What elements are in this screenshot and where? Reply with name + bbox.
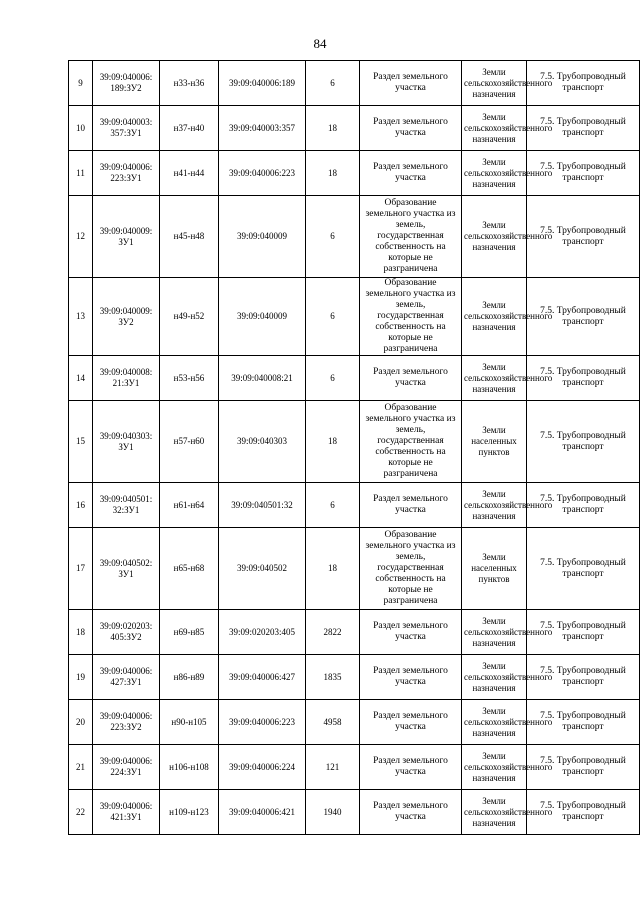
row-number-cell: 10	[69, 106, 93, 151]
land-category-cell: Земли сельскохозяйственного назначения	[462, 196, 527, 278]
land-category-cell: Земли сельскохозяйственного назначения	[462, 356, 527, 401]
row-number-cell: 19	[69, 655, 93, 700]
cadastral-number-cell: 39:09:040501:32	[219, 483, 306, 528]
plot-designation-cell	[93, 483, 160, 528]
row-number-cell: 20	[69, 700, 93, 745]
table-row	[69, 790, 640, 835]
area-cell: 6	[306, 278, 360, 356]
table-row	[69, 196, 640, 278]
area-cell: 6	[306, 196, 360, 278]
row-number-cell: 22	[69, 790, 93, 835]
plot-designation-part: 39:09:040006:	[99, 801, 153, 811]
permitted-use-cell: 7.5. Трубопроводный транспорт	[527, 745, 640, 790]
plot-designation-part: 21:ЗУ1	[112, 378, 140, 388]
plot-designation-cell	[93, 61, 160, 106]
table-body	[69, 61, 640, 835]
cadastral-number-cell: 39:09:040006:223	[219, 151, 306, 196]
land-category-cell: Земли сельскохозяйственного назначения	[462, 790, 527, 835]
points-cell: н109-н123	[160, 790, 219, 835]
area-cell: 18	[306, 151, 360, 196]
table-row	[69, 151, 640, 196]
formation-method-cell: Раздел земельного участка	[360, 483, 462, 528]
formation-method-cell: Образование земельного участка из земель, государственная собственность на которые не разграничена	[360, 278, 462, 356]
plot-designation-cell	[93, 610, 160, 655]
plot-designation-cell	[93, 745, 160, 790]
plot-designation-cell	[93, 151, 160, 196]
land-category-cell: Земли сельскохозяйственного назначения	[462, 745, 527, 790]
plot-designation-part: 39:09:040006:	[99, 162, 153, 172]
area-cell: 121	[306, 745, 360, 790]
land-category-cell: Земли сельскохозяйственного назначения	[462, 106, 527, 151]
land-category-cell: Земли сельскохозяйственного назначения	[462, 61, 527, 106]
area-cell: 18	[306, 106, 360, 151]
plot-designation-part: 39:09:040501:	[99, 494, 153, 504]
plot-designation-cell	[93, 278, 160, 356]
plot-designation-part: ЗУ1	[118, 568, 134, 579]
plot-designation-part: 39:09:040003:	[99, 117, 153, 127]
plot-designation-part: 405:ЗУ2	[110, 632, 142, 642]
table-row	[69, 61, 640, 106]
page-number: 84	[313, 36, 327, 51]
row-number-cell: 14	[69, 356, 93, 401]
plot-designation-part: 39:09:040303:	[99, 430, 153, 441]
permitted-use-cell: 7.5. Трубопроводный транспорт	[527, 278, 640, 356]
table-row	[69, 401, 640, 483]
points-cell: н61-н64	[160, 483, 219, 528]
plot-designation-part: 421:ЗУ1	[110, 812, 142, 822]
plot-designation-part: 39:09:040009:	[99, 225, 153, 236]
plot-designation-part: ЗУ1	[118, 441, 134, 452]
plot-designation-part: 223:ЗУ2	[110, 722, 142, 732]
formation-method-cell: Образование земельного участка из земель, государственная собственность на которые не разграничена	[360, 401, 462, 483]
plot-designation-cell	[93, 790, 160, 835]
area-cell: 18	[306, 401, 360, 483]
row-number-cell: 15	[69, 401, 93, 483]
formation-method-cell: Раздел земельного участка	[360, 655, 462, 700]
points-cell: н37-н40	[160, 106, 219, 151]
points-cell: н86-н89	[160, 655, 219, 700]
permitted-use-cell: 7.5. Трубопроводный транспорт	[527, 610, 640, 655]
formation-method-cell: Образование земельного участка из земель, государственная собственность на которые не разграничена	[360, 196, 462, 278]
plot-designation-cell	[93, 196, 160, 278]
permitted-use-cell: 7.5. Трубопроводный транспорт	[527, 790, 640, 835]
plot-designation-part: ЗУ2	[118, 316, 134, 327]
table-row	[69, 106, 640, 151]
area-cell: 4958	[306, 700, 360, 745]
area-cell: 1940	[306, 790, 360, 835]
table-row	[69, 278, 640, 356]
formation-method-cell: Раздел земельного участка	[360, 700, 462, 745]
plot-designation-cell	[93, 655, 160, 700]
row-number-cell: 13	[69, 278, 93, 356]
permitted-use-cell: 7.5. Трубопроводный транспорт	[527, 356, 640, 401]
points-cell: н49-н52	[160, 278, 219, 356]
plot-designation-part: 39:09:020203:	[99, 621, 153, 631]
plot-designation-cell	[93, 106, 160, 151]
cadastral-number-cell: 39:09:040006:427	[219, 655, 306, 700]
points-cell: н53-н56	[160, 356, 219, 401]
cadastral-number-cell: 39:09:040006:421	[219, 790, 306, 835]
plot-designation-part: 39:09:040006:	[99, 72, 153, 82]
plot-designation-part: 39:09:040006:	[99, 666, 153, 676]
plot-designation-part: ЗУ1	[118, 236, 134, 247]
table-row	[69, 745, 640, 790]
plot-designation-cell	[93, 356, 160, 401]
formation-method-cell: Раздел земельного участка	[360, 106, 462, 151]
plot-designation-part: 32:ЗУ1	[112, 505, 140, 515]
points-cell: н41-н44	[160, 151, 219, 196]
formation-method-cell: Образование земельного участка из земель, государственная собственность на которые не разграничена	[360, 528, 462, 610]
cadastral-number-cell: 39:09:040303	[219, 401, 306, 483]
points-cell: н57-н60	[160, 401, 219, 483]
area-cell: 6	[306, 356, 360, 401]
cadastral-number-cell: 39:09:040006:189	[219, 61, 306, 106]
permitted-use-cell: 7.5. Трубопроводный транспорт	[527, 401, 640, 483]
plot-designation-part: 223:ЗУ1	[110, 173, 142, 183]
cadastral-number-cell: 39:09:040009	[219, 278, 306, 356]
plot-designation-part: 357:ЗУ1	[110, 128, 142, 138]
permitted-use-cell: 7.5. Трубопроводный транспорт	[527, 483, 640, 528]
land-category-cell: Земли сельскохозяйственного назначения	[462, 700, 527, 745]
table-row	[69, 483, 640, 528]
row-number-cell: 18	[69, 610, 93, 655]
area-cell: 6	[306, 483, 360, 528]
permitted-use-cell: 7.5. Трубопроводный транспорт	[527, 106, 640, 151]
area-cell: 1835	[306, 655, 360, 700]
table-row	[69, 610, 640, 655]
plot-designation-part: 427:ЗУ1	[110, 677, 142, 687]
land-category-cell: Земли сельскохозяйственного назначения	[462, 655, 527, 700]
formation-method-cell: Раздел земельного участка	[360, 356, 462, 401]
table-row	[69, 356, 640, 401]
cadastral-number-cell: 39:09:040006:224	[219, 745, 306, 790]
permitted-use-cell: 7.5. Трубопроводный транспорт	[527, 655, 640, 700]
formation-method-cell: Раздел земельного участка	[360, 61, 462, 106]
table-row	[69, 700, 640, 745]
row-number-cell: 16	[69, 483, 93, 528]
plot-designation-cell	[93, 528, 160, 610]
plot-designation-cell	[93, 401, 160, 483]
table-row	[69, 655, 640, 700]
cadastral-number-cell: 39:09:040502	[219, 528, 306, 610]
land-category-cell: Земли сельскохозяйственного назначения	[462, 151, 527, 196]
plot-designation-part: 39:09:040009:	[99, 305, 153, 316]
row-number-cell: 11	[69, 151, 93, 196]
permitted-use-cell: 7.5. Трубопроводный транспорт	[527, 196, 640, 278]
row-number-cell: 9	[69, 61, 93, 106]
area-cell: 2822	[306, 610, 360, 655]
permitted-use-cell: 7.5. Трубопроводный транспорт	[527, 61, 640, 106]
cadastral-number-cell: 39:09:020203:405	[219, 610, 306, 655]
plot-designation-part: 39:09:040006:	[99, 711, 153, 721]
row-number-cell: 12	[69, 196, 93, 278]
land-category-cell: Земли сельскохозяйственного назначения	[462, 278, 527, 356]
permitted-use-cell: 7.5. Трубопроводный транспорт	[527, 528, 640, 610]
points-cell: н106-н108	[160, 745, 219, 790]
formation-method-cell: Раздел земельного участка	[360, 610, 462, 655]
plot-designation-cell	[93, 700, 160, 745]
plot-designation-part: 39:09:040502:	[99, 557, 153, 568]
row-number-cell: 21	[69, 745, 93, 790]
land-plot-table	[68, 60, 640, 835]
area-cell: 18	[306, 528, 360, 610]
land-category-cell: Земли сельскохозяйственного назначения	[462, 610, 527, 655]
area-cell: 6	[306, 61, 360, 106]
row-number-cell: 17	[69, 528, 93, 610]
cadastral-number-cell: 39:09:040003:357	[219, 106, 306, 151]
points-cell: н45-н48	[160, 196, 219, 278]
plot-designation-part: 39:09:040006:	[99, 756, 153, 766]
points-cell: н69-н85	[160, 610, 219, 655]
permitted-use-cell: 7.5. Трубопроводный транспорт	[527, 151, 640, 196]
land-category-cell: Земли сельскохозяйственного назначения	[462, 483, 527, 528]
plot-designation-part: 39:09:040008:	[99, 367, 153, 377]
cadastral-number-cell: 39:09:040008:21	[219, 356, 306, 401]
permitted-use-cell: 7.5. Трубопроводный транспорт	[527, 700, 640, 745]
formation-method-cell: Раздел земельного участка	[360, 151, 462, 196]
land-category-cell: Земли населенных пунктов	[462, 528, 527, 610]
points-cell: н33-н36	[160, 61, 219, 106]
plot-designation-part: 224:ЗУ1	[110, 767, 142, 777]
cadastral-number-cell: 39:09:040006:223	[219, 700, 306, 745]
points-cell: н65-н68	[160, 528, 219, 610]
points-cell: н90-н105	[160, 700, 219, 745]
land-category-cell: Земли населенных пунктов	[462, 401, 527, 483]
table-row	[69, 528, 640, 610]
formation-method-cell: Раздел земельного участка	[360, 745, 462, 790]
cadastral-number-cell: 39:09:040009	[219, 196, 306, 278]
formation-method-cell: Раздел земельного участка	[360, 790, 462, 835]
plot-designation-part: 189:ЗУ2	[110, 83, 142, 93]
